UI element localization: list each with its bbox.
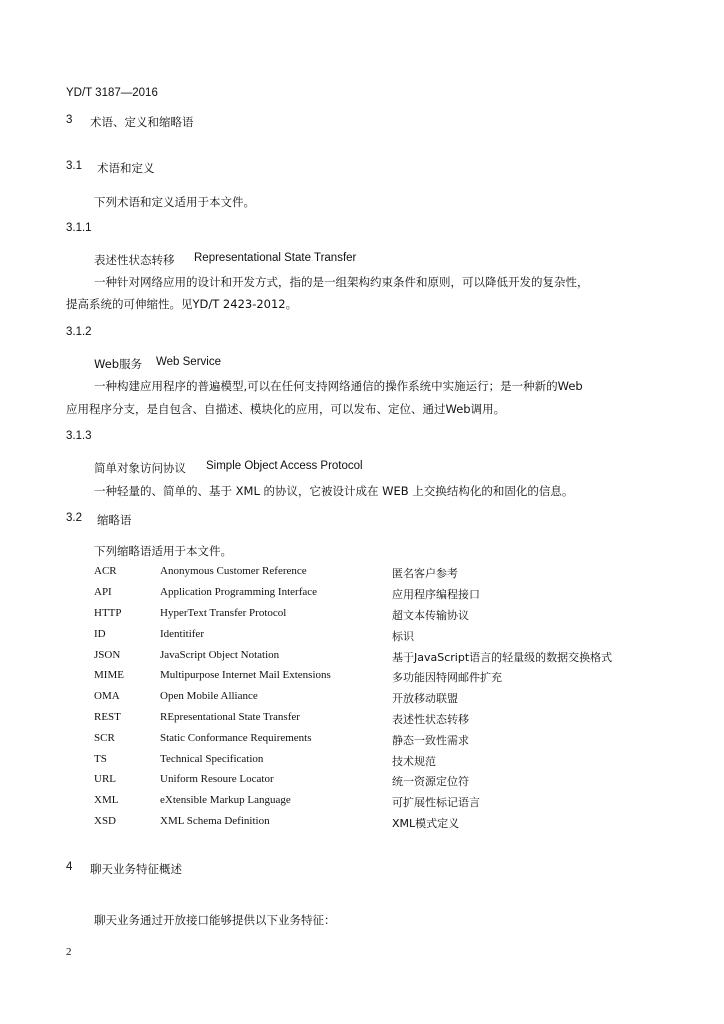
term-zh: 表述性状态转移 (94, 253, 175, 267)
section-4-number: 4 (66, 861, 73, 873)
section-3-1-number: 3.1 (66, 160, 82, 172)
abbr-english: Application Programming Interface (160, 586, 318, 598)
abbreviation-row (0, 732, 724, 753)
section-3-number: 3 (66, 114, 73, 126)
abbr-english: eXtensible Markup Language (160, 794, 291, 806)
abbr-chinese: 可扩展性标记语言 (392, 796, 480, 809)
abbr-chinese: 超文本传输协议 (392, 609, 469, 622)
term-zh: 简单对象访问协议 (94, 461, 186, 475)
section-3-title: 术语、定义和缩略语 (90, 115, 194, 129)
abbr-chinese: 标识 (392, 630, 414, 643)
abbr-chinese: 表述性状态转移 (392, 713, 469, 726)
section-3-2-intro: 下列缩略语适用于本文件。 (94, 544, 232, 558)
term-definition-line: 一种轻量的、简单的、基于 XML 的协议，它被设计成在 WEB 上交换结构化的和固化的信息。 (94, 484, 574, 498)
abbr-code: TS (94, 753, 107, 765)
abbr-chinese: 统一资源定位符 (392, 775, 469, 788)
abbr-english: HyperText Transfer Protocol (160, 607, 287, 619)
abbreviation-row (0, 690, 724, 711)
abbreviation-row (0, 607, 724, 628)
abbr-chinese: 静态一致性需求 (392, 734, 469, 747)
section-4-intro: 聊天业务通过开放接口能够提供以下业务特征： (94, 913, 336, 927)
abbreviation-row (0, 565, 724, 586)
abbr-code: URL (94, 773, 116, 785)
abbr-chinese: 开放移动联盟 (392, 692, 458, 705)
abbr-english: Technical Specification (160, 753, 264, 765)
term-definition-line: 一种构建应用程序的普遍模型,可以在任何支持网络通信的操作系统中实施运行；是一种新的Web (94, 379, 583, 393)
abbr-code: MIME (94, 669, 124, 681)
abbr-code: API (94, 586, 112, 598)
abbreviation-row (0, 753, 724, 774)
term-number: 3.1.2 (66, 326, 92, 338)
section-3-1-title: 术语和定义 (97, 161, 155, 175)
abbr-chinese: 多功能因特网邮件扩充 (392, 671, 502, 684)
abbr-english: Identitifer (160, 628, 204, 640)
abbr-code: ID (94, 628, 106, 640)
abbr-chinese: 匿名客户参考 (392, 567, 458, 580)
abbr-code: XML (94, 794, 119, 806)
term-en: Simple Object Access Protocol (206, 460, 363, 472)
abbr-english: JavaScript Object Notation (160, 649, 280, 661)
abbr-english: Anonymous Customer Reference (160, 565, 307, 577)
abbr-code: HTTP (94, 607, 122, 619)
section-4-title: 聊天业务特征概述 (90, 862, 182, 876)
section-3-2-number: 3.2 (66, 512, 82, 524)
abbreviation-row (0, 628, 724, 649)
term-zh: Web服务 (94, 357, 143, 371)
term-number: 3.1.1 (66, 222, 92, 234)
abbreviation-row (0, 773, 724, 794)
abbreviation-row (0, 649, 724, 670)
abbr-chinese: XML模式定义 (392, 817, 460, 830)
abbr-code: SCR (94, 732, 115, 744)
abbr-english: XML Schema Definition (160, 815, 270, 827)
section-3-2-title: 缩略语 (97, 513, 132, 527)
abbr-chinese: 基于JavaScript语言的轻量级的数据交换格式 (392, 651, 613, 664)
abbr-english: REpresentational State Transfer (160, 711, 300, 723)
page-number: 2 (66, 946, 72, 958)
term-definition-line: 一种针对网络应用的设计和开发方式，指的是一组架构约束条件和原则，可以降低开发的复杂性， (94, 275, 589, 289)
term-number: 3.1.3 (66, 430, 92, 442)
abbreviation-row (0, 669, 724, 690)
abbr-english: Open Mobile Alliance (160, 690, 258, 702)
standard-code: YD/T 3187—2016 (66, 87, 158, 99)
abbr-code: REST (94, 711, 121, 723)
abbreviation-row (0, 711, 724, 732)
abbr-english: Static Conformance Requirements (160, 732, 312, 744)
term-en: Web Service (156, 356, 221, 368)
abbr-code: XSD (94, 815, 117, 827)
term-definition-line: 提高系统的可伸缩性。见YD/T 2423-2012。 (66, 297, 298, 311)
abbr-code: JSON (94, 649, 121, 661)
term-definition-line: 应用程序分支，是自包含、自描述、模块化的应用，可以发布、定位、通过Web调用。 (66, 402, 506, 416)
abbr-english: Uniform Resoure Locator (160, 773, 274, 785)
abbreviation-row (0, 586, 724, 607)
abbr-chinese: 技术规范 (392, 755, 436, 768)
abbreviation-row (0, 794, 724, 815)
term-en: Representational State Transfer (194, 252, 357, 264)
abbr-chinese: 应用程序编程接口 (392, 588, 480, 601)
abbr-code: ACR (94, 565, 117, 577)
abbr-english: Multipurpose Internet Mail Extensions (160, 669, 331, 681)
abbr-code: OMA (94, 690, 120, 702)
abbreviation-row (0, 815, 724, 836)
section-3-1-intro: 下列术语和定义适用于本文件。 (94, 195, 255, 209)
